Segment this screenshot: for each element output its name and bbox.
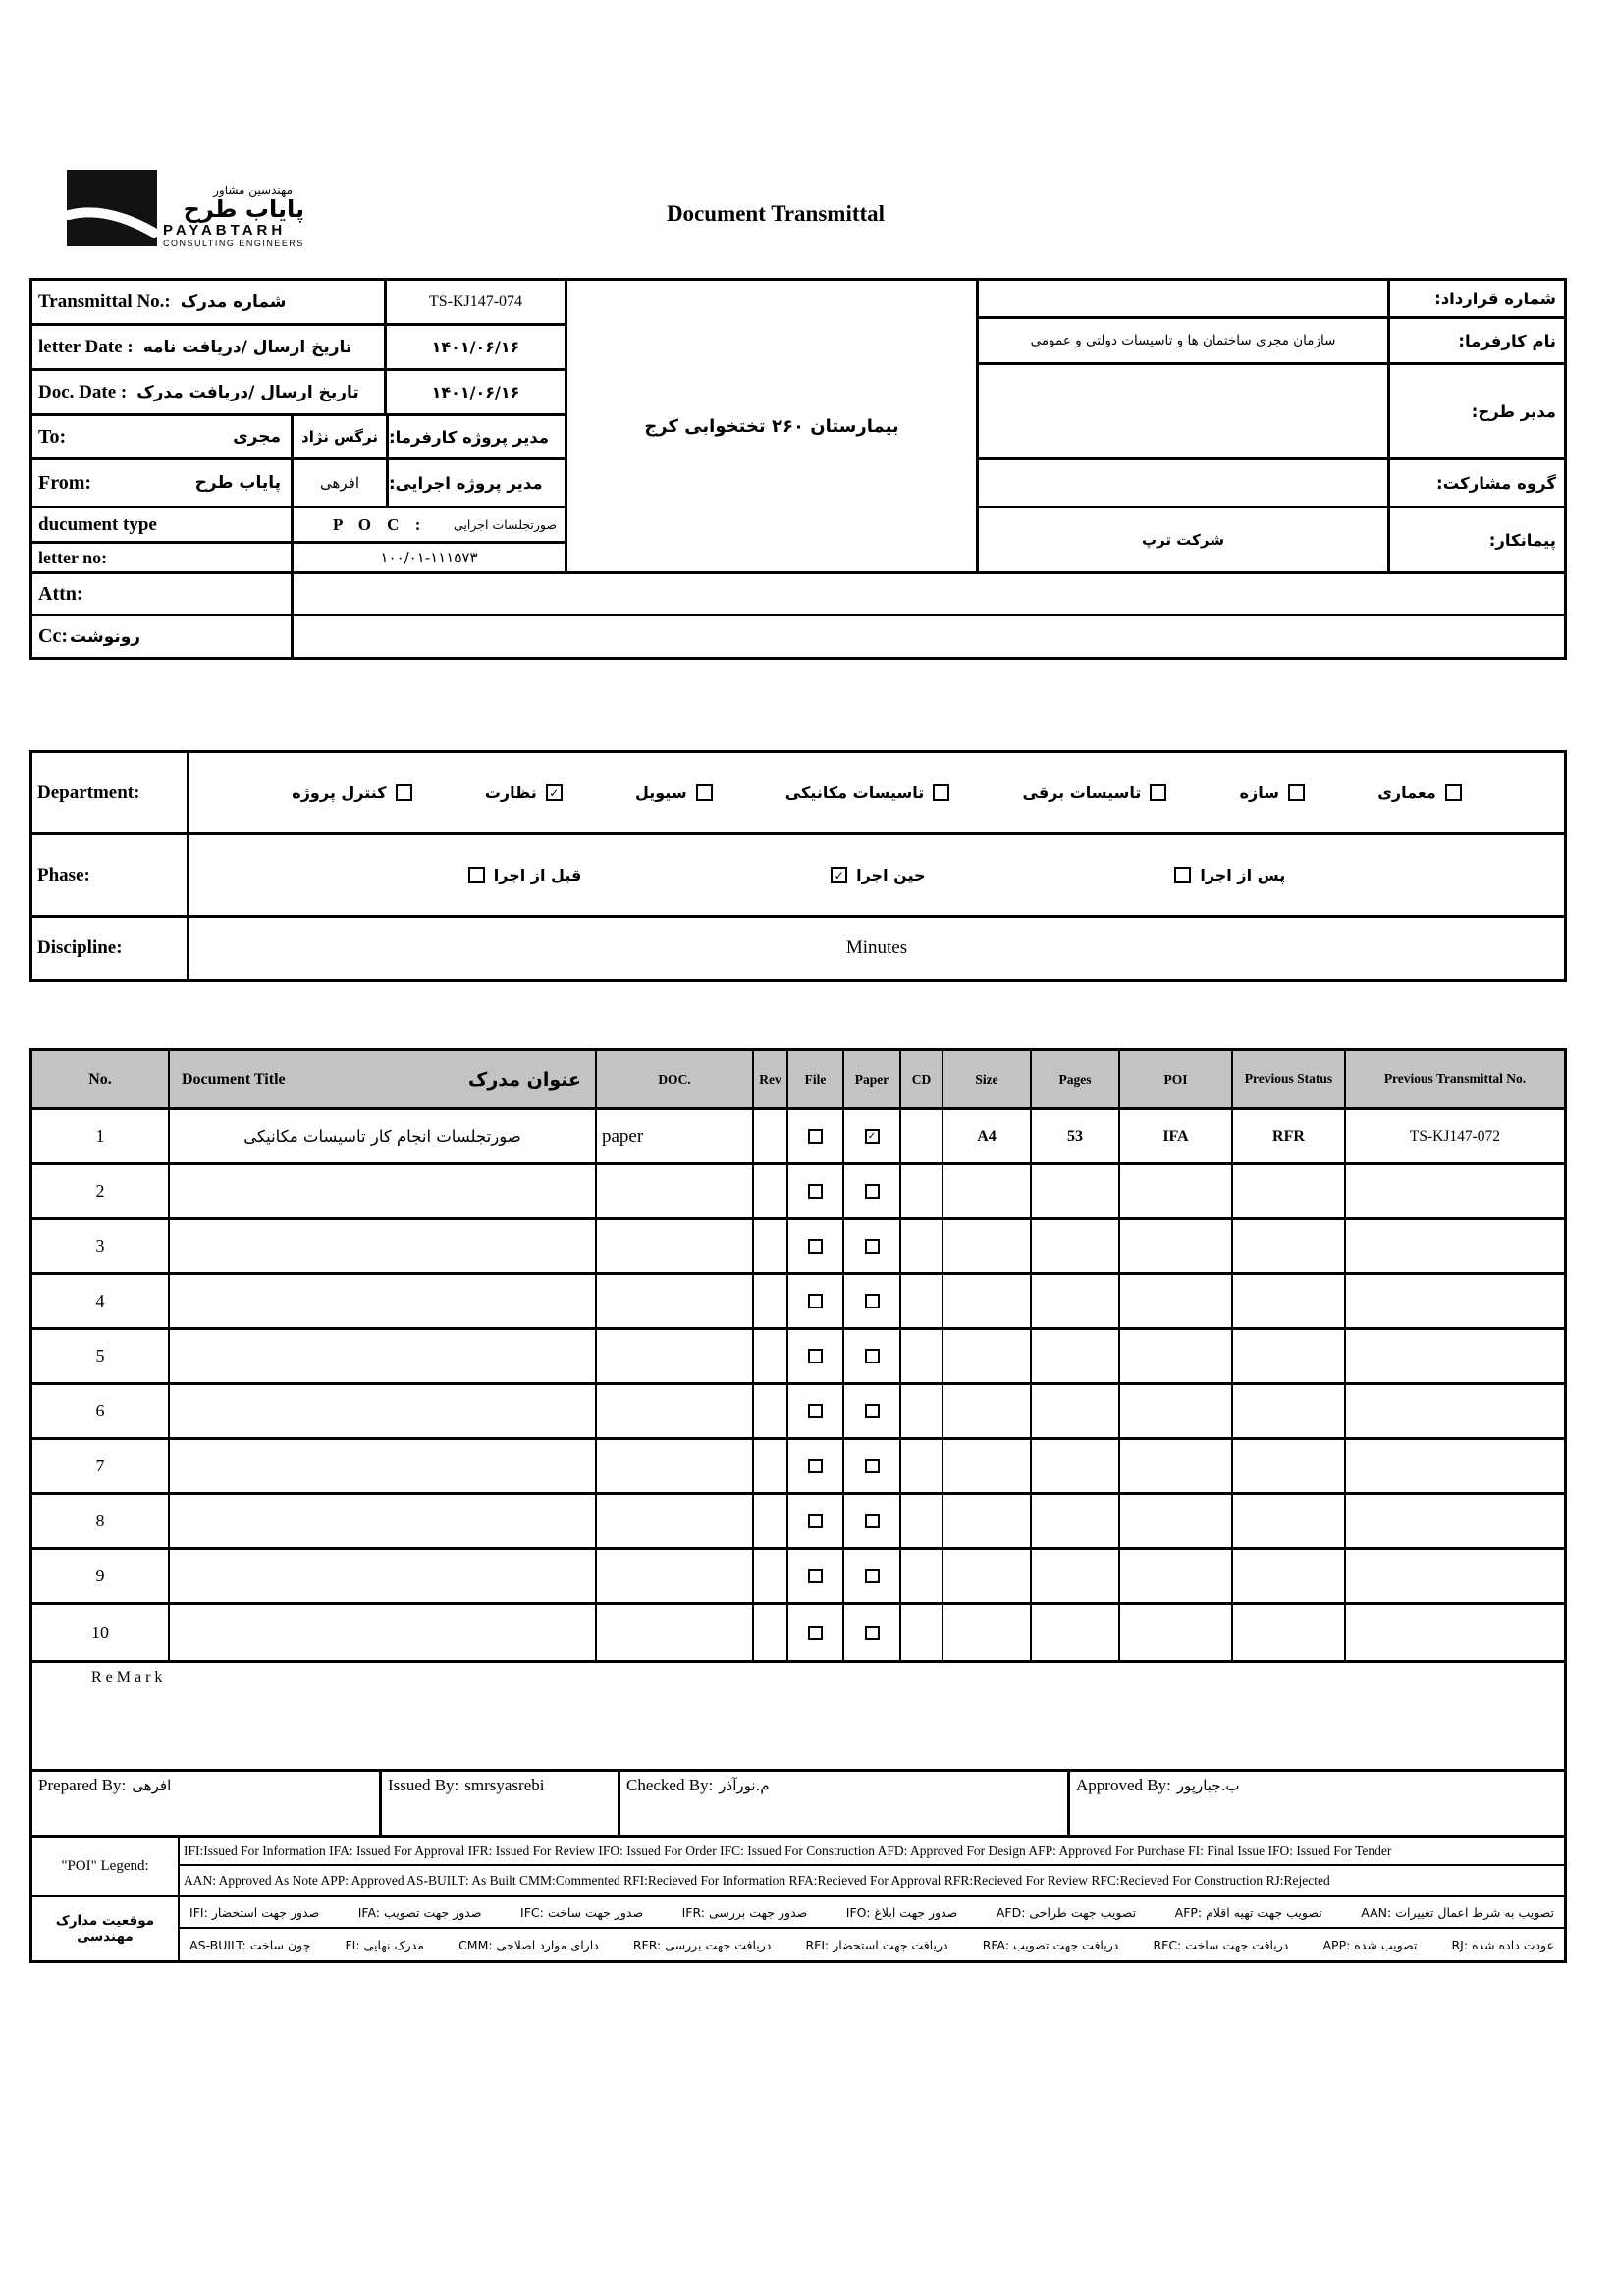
cd-cell [901, 1385, 943, 1437]
phase-option [1174, 866, 1285, 884]
table-row [32, 1330, 1564, 1385]
file-checkbox[interactable] [808, 1626, 823, 1640]
doc-type-cell [597, 1605, 754, 1660]
transmittal-info-table [29, 278, 1567, 660]
department-option [1377, 783, 1462, 802]
paper-cell [844, 1550, 901, 1602]
poi-legend-line2: AAN: Approved As Note APP: Approved AS-BUILT: As Built CMM:Commented RFI:Recieved For Information RFA:Recieved For Approval RFR:Recieved For Review RFC:Recieved For Construction RJ:Rejected [184, 1872, 1330, 1888]
department-table [29, 750, 1567, 982]
paper-cell [844, 1330, 901, 1382]
document-title-cell [170, 1330, 597, 1382]
previous-status-cell [1233, 1275, 1346, 1327]
client-name-value: سازمان مجری ساختمان ها و تاسیسات دولتی و عمومی [1030, 333, 1336, 348]
rev-cell [754, 1605, 788, 1660]
previous-status-cell [1233, 1495, 1346, 1547]
phase-option-label: قبل از اجرا [493, 866, 582, 884]
doc-date-value: ۱۴۰۱/۰۶/۱۶ [431, 383, 520, 401]
page-title: Document Transmittal [666, 201, 886, 226]
checked-by-value: م.نورآذر [719, 1777, 770, 1794]
project-name: بیمارستان ۲۶۰ تختخوابی کرج [644, 415, 899, 437]
row-number: 3 [32, 1220, 170, 1272]
cc-label-en: Cc: [38, 625, 68, 647]
to-person-name: نرگس نژاد [294, 416, 389, 457]
poi-legend [29, 1838, 1567, 1963]
department-option-label: تاسیسات برقی [1022, 783, 1142, 802]
table-row [32, 1275, 1564, 1330]
rev-cell [754, 1275, 788, 1327]
file-checkbox[interactable] [808, 1239, 823, 1254]
department-option-checkbox[interactable] [1445, 784, 1462, 801]
cd-cell [901, 1605, 943, 1660]
brand-subtitle: CONSULTING ENGINEERS [163, 239, 304, 249]
file-cell [788, 1385, 844, 1437]
checked-by-label: Checked By: [626, 1776, 714, 1794]
fa-legend-line2 [180, 1929, 1564, 1960]
legend-entry: AFD: تصویب جهت طراحی [996, 1904, 1137, 1920]
document-title-cell [170, 1165, 597, 1217]
doc-type-cell [597, 1275, 754, 1327]
attn-label-text: Attn: [38, 582, 83, 605]
transmittal-no-value: TS-KJ147-074 [428, 293, 523, 310]
document-title-cell [170, 1220, 597, 1272]
department-option-checkbox[interactable] [1288, 784, 1305, 801]
paper-cell [844, 1165, 901, 1217]
row-number: 2 [32, 1165, 170, 1217]
pages-cell [1032, 1550, 1120, 1602]
department-option-label: نظارت [484, 783, 537, 802]
documents-table-body [32, 1110, 1564, 1660]
checked-by-cell [620, 1772, 1070, 1835]
department-option [785, 783, 949, 802]
doc-type-cell [597, 1220, 754, 1272]
letter-no-label [32, 544, 294, 571]
paper-checkbox[interactable] [865, 1626, 880, 1640]
table-row [32, 1165, 1564, 1220]
partnership-group-value [979, 460, 1387, 506]
attn-label [32, 574, 294, 614]
phase-option [468, 866, 582, 884]
contractor-label: پیمانکار: [1387, 508, 1564, 571]
previous-transmittal-cell [1346, 1275, 1564, 1327]
row-number: 9 [32, 1550, 170, 1602]
doc-type-cell [597, 1385, 754, 1437]
col-header-paper: Paper [844, 1051, 901, 1107]
legend-entry: IFO: صدور جهت ابلاغ [845, 1904, 958, 1920]
phase-option [831, 866, 925, 884]
phase-option-checkbox[interactable] [1174, 867, 1191, 883]
department-option [292, 783, 411, 802]
previous-transmittal-cell [1346, 1495, 1564, 1547]
rev-cell [754, 1495, 788, 1547]
legend-entry: AS-BUILT: چون ساخت [189, 1937, 311, 1952]
size-cell [943, 1385, 1032, 1437]
document-title-cell [170, 1440, 597, 1492]
legend-entry: RFI: دریافت جهت استحضار [805, 1937, 948, 1952]
cd-cell [901, 1495, 943, 1547]
brand-tagline: مهندسین مشاور [213, 184, 293, 197]
from-person-name: افرهی [294, 460, 389, 506]
letter-no-label-text: letter no: [38, 547, 108, 567]
size-cell [943, 1550, 1032, 1602]
document-type-code: P O C : [333, 514, 427, 534]
col-header-rev: Rev [754, 1051, 788, 1107]
table-row [32, 1110, 1564, 1165]
legend-entry: AAN: تصویب به شرط اعمال تغییرات [1361, 1904, 1554, 1920]
to-role-label: مدیر پروژه کارفرما: [389, 427, 550, 447]
brand-name-fa: پایاب طرح [183, 195, 304, 223]
fa-legend-label: موقعیت مدارک مهندسی [32, 1897, 180, 1960]
document-title-cell [170, 1385, 597, 1437]
approved-by-value: ب.جبارپور [1176, 1777, 1240, 1794]
row-number: 6 [32, 1385, 170, 1437]
phase-options [189, 835, 1564, 915]
department-option [1240, 783, 1305, 802]
paper-checkbox[interactable] [865, 1294, 880, 1308]
rev-cell [754, 1220, 788, 1272]
table-row [32, 1495, 1564, 1550]
remark-label: ReMark [91, 1669, 167, 1685]
cc-label [32, 616, 294, 657]
letter-date-value: ۱۴۰۱/۰۶/۱۶ [431, 338, 520, 356]
table-row [32, 1605, 1564, 1660]
size-cell [943, 1495, 1032, 1547]
size-cell [943, 1220, 1032, 1272]
previous-status-cell [1233, 1550, 1346, 1602]
previous-transmittal-cell [1346, 1385, 1564, 1437]
poi-cell [1120, 1220, 1233, 1272]
pages-cell: 53 [1032, 1110, 1120, 1162]
remark-area[interactable] [29, 1663, 1567, 1772]
fa-legend-line1 [180, 1897, 1564, 1929]
from-role-label: مدیر پروژه اجرایی: [389, 473, 543, 493]
letter-no-value: ۱۰۰/۰۱-۱۱۱۵۷۳ [380, 549, 478, 566]
to-cell [32, 416, 294, 457]
file-checkbox[interactable] [808, 1569, 823, 1583]
paper-checkbox[interactable] [865, 1514, 880, 1528]
poi-cell [1120, 1385, 1233, 1437]
cd-cell [901, 1110, 943, 1162]
previous-status-cell [1233, 1330, 1346, 1382]
department-option [1023, 783, 1167, 802]
pages-cell [1032, 1495, 1120, 1547]
file-cell [788, 1110, 844, 1162]
paper-checkbox[interactable] [865, 1459, 880, 1473]
col-header-no: No. [32, 1051, 170, 1107]
legend-entry: FI: مدرک نهایی [345, 1937, 424, 1952]
legend-entry: IFA: صدور جهت تصویب [357, 1904, 482, 1920]
approved-by-label: Approved By: [1076, 1776, 1171, 1794]
doc-date-label-fa: تاریخ ارسال /دریافت مدرک [136, 382, 359, 402]
size-cell [943, 1275, 1032, 1327]
file-cell [788, 1275, 844, 1327]
size-cell [943, 1440, 1032, 1492]
pages-cell [1032, 1385, 1120, 1437]
row-number: 8 [32, 1495, 170, 1547]
previous-status-cell [1233, 1220, 1346, 1272]
letter-date-label-en: letter Date : [38, 336, 134, 357]
table-row [32, 1550, 1564, 1605]
partnership-group-label: گروه مشارکت: [1387, 460, 1564, 506]
previous-transmittal-cell [1346, 1330, 1564, 1382]
pages-cell [1032, 1440, 1120, 1492]
document-type-label [32, 508, 294, 541]
department-option-checkbox[interactable] [933, 784, 949, 801]
brand-name-en: PAYABTARH [163, 222, 287, 240]
col-header-previous-status: Previous Status [1233, 1051, 1346, 1107]
department-option-checkbox[interactable] [696, 784, 713, 801]
previous-transmittal-cell [1346, 1165, 1564, 1217]
pages-cell [1032, 1605, 1120, 1660]
pages-cell [1032, 1220, 1120, 1272]
poi-cell: IFA [1120, 1110, 1233, 1162]
paper-cell [844, 1495, 901, 1547]
previous-transmittal-cell [1346, 1440, 1564, 1492]
legend-entry: IFR: صدور جهت بررسی [681, 1904, 808, 1920]
from-value: پایاب طرح [194, 473, 281, 493]
paper-cell [844, 1110, 901, 1162]
document-type-fa: صورتجلسات اجرایی [454, 517, 557, 532]
row-number: 1 [32, 1110, 170, 1162]
col-header-doc: DOC. [597, 1051, 754, 1107]
issued-by-value: smrsyasrebi [464, 1776, 545, 1794]
paper-checkbox[interactable] [865, 1184, 880, 1199]
paper-cell [844, 1605, 901, 1660]
department-option-checkbox[interactable] [396, 784, 412, 801]
previous-transmittal-cell [1346, 1605, 1564, 1660]
department-option-label: تاسیسات مکانیکی [784, 783, 925, 802]
paper-checkbox[interactable] [865, 1404, 880, 1418]
rev-cell [754, 1110, 788, 1162]
phase-label: Phase: [32, 835, 189, 915]
document-title-cell: صورتجلسات انجام کار تاسیسات مکانیکی [170, 1110, 597, 1162]
size-cell [943, 1605, 1032, 1660]
cd-cell [901, 1165, 943, 1217]
col-header-title [170, 1051, 597, 1107]
doc-type-cell [597, 1495, 754, 1547]
paper-cell [844, 1440, 901, 1492]
document-title-cell [170, 1275, 597, 1327]
department-label: Department: [32, 753, 189, 832]
file-checkbox[interactable] [808, 1129, 823, 1144]
legend-entry: RFA: دریافت جهت تصویب [982, 1937, 1119, 1952]
pages-cell [1032, 1165, 1120, 1217]
contract-no-label: شماره قرارداد: [1387, 281, 1564, 316]
table-row [32, 1220, 1564, 1275]
col-header-cd: CD [901, 1051, 943, 1107]
to-value: مجری [233, 427, 281, 447]
letter-date-label-fa: تاریخ ارسال /دریافت نامه [142, 337, 352, 357]
file-cell [788, 1330, 844, 1382]
transmittal-no-label-fa: شماره مدرک [180, 292, 287, 312]
discipline-label: Discipline: [32, 918, 189, 979]
legend-entry: CMM: دارای موارد اصلاحی [458, 1937, 599, 1952]
row-number: 7 [32, 1440, 170, 1492]
file-cell [788, 1220, 844, 1272]
poi-cell [1120, 1330, 1233, 1382]
to-label: To: [38, 425, 67, 448]
poi-cell [1120, 1550, 1233, 1602]
file-checkbox[interactable] [808, 1404, 823, 1418]
department-option-label: سیویل [634, 783, 687, 802]
paper-cell [844, 1275, 901, 1327]
previous-status-cell [1233, 1385, 1346, 1437]
document-title-cell [170, 1550, 597, 1602]
department-options [189, 753, 1564, 832]
previous-transmittal-cell [1346, 1550, 1564, 1602]
prepared-by-cell [32, 1772, 382, 1835]
previous-status-cell [1233, 1440, 1346, 1492]
cc-value[interactable] [294, 616, 1564, 657]
previous-transmittal-cell [1346, 1220, 1564, 1272]
poi-legend-line1: IFI:Issued For Information IFA: Issued For Approval IFR: Issued For Review IFO: Issued For Order IFC: Issued For Construction AFD: Approved For Design AFP: Approved For Purchase FI: Final Issue IFO: Issued For Tender [180, 1838, 1564, 1866]
transmittal-no-label [32, 281, 387, 323]
from-cell [32, 460, 294, 506]
row-number: 5 [32, 1330, 170, 1382]
signatures-row [29, 1772, 1567, 1838]
cd-cell [901, 1330, 943, 1382]
poi-legend-label: "POI" Legend: [32, 1838, 180, 1895]
contractor-value: شرکت ترپ [1142, 531, 1224, 549]
file-checkbox[interactable] [808, 1184, 823, 1199]
department-option [485, 783, 563, 802]
legend-entry: RJ: عودت داده شده [1451, 1937, 1554, 1952]
doc-date-label-en: Doc. Date : [38, 381, 128, 402]
table-row [32, 1385, 1564, 1440]
doc-type-cell [597, 1165, 754, 1217]
row-number: 4 [32, 1275, 170, 1327]
issued-by-label: Issued By: [388, 1776, 459, 1794]
phase-option-checkbox[interactable]: ✓ [831, 867, 847, 883]
file-checkbox[interactable] [808, 1514, 823, 1528]
document-title-cell [170, 1495, 597, 1547]
doc-date-label [32, 371, 387, 413]
design-manager-label: مدیر طرح: [1387, 365, 1564, 457]
department-option-label: کنترل پروژه [292, 783, 387, 802]
department-option-checkbox[interactable]: ✓ [546, 784, 563, 801]
documents-table-header [32, 1051, 1564, 1110]
row-number: 10 [32, 1605, 170, 1660]
contract-no-value [979, 281, 1387, 316]
rev-cell [754, 1330, 788, 1382]
department-option-checkbox[interactable] [1150, 784, 1166, 801]
doc-type-cell [597, 1330, 754, 1382]
previous-status-cell: RFR [1233, 1110, 1346, 1162]
prepared-by-label: Prepared By: [38, 1776, 127, 1794]
col-header-title-en: Document Title [182, 1070, 286, 1088]
approved-by-cell [1070, 1772, 1564, 1835]
department-option-label: سازه [1239, 783, 1279, 802]
size-cell [943, 1165, 1032, 1217]
attn-value[interactable] [294, 574, 1564, 614]
phase-option-label: حین اجرا [856, 866, 926, 884]
prepared-by-value: افرهی [132, 1777, 172, 1794]
rev-cell [754, 1385, 788, 1437]
pages-cell [1032, 1275, 1120, 1327]
issued-by-cell [382, 1772, 620, 1835]
file-checkbox[interactable] [808, 1294, 823, 1308]
legend-entry: IFC: صدور جهت ساخت [520, 1904, 644, 1920]
cd-cell [901, 1550, 943, 1602]
department-option-label: معماری [1377, 783, 1436, 802]
poi-cell [1120, 1605, 1233, 1660]
cc-label-fa: رونوشت [69, 626, 141, 647]
col-header-pages: Pages [1032, 1051, 1120, 1107]
table-row [32, 1440, 1564, 1495]
client-name-label: نام کارفرما: [1387, 319, 1564, 362]
legend-entry: RFR: دریافت جهت بررسی [632, 1937, 772, 1952]
file-cell [788, 1550, 844, 1602]
col-header-size: Size [943, 1051, 1032, 1107]
transmittal-no-label-en: Transmittal No.: [38, 291, 171, 312]
doc-type-cell: paper [597, 1110, 754, 1162]
doc-type-cell [597, 1440, 754, 1492]
size-cell [943, 1330, 1032, 1382]
paper-checkbox[interactable] [865, 1239, 880, 1254]
discipline-value: Minutes [845, 937, 908, 958]
previous-status-cell [1233, 1165, 1346, 1217]
cd-cell [901, 1220, 943, 1272]
paper-cell [844, 1220, 901, 1272]
document-type-label-text: ducument type [38, 513, 157, 535]
file-cell [788, 1165, 844, 1217]
doc-type-cell [597, 1550, 754, 1602]
poi-cell [1120, 1440, 1233, 1492]
previous-status-cell [1233, 1605, 1346, 1660]
col-header-file: File [788, 1051, 844, 1107]
department-option [635, 783, 713, 802]
poi-cell [1120, 1275, 1233, 1327]
paper-checkbox[interactable]: ✓ [865, 1129, 880, 1144]
paper-checkbox[interactable] [865, 1569, 880, 1583]
col-header-poi: POI [1120, 1051, 1233, 1107]
legend-entry: RFC: دریافت جهت ساخت [1153, 1937, 1289, 1952]
paper-cell [844, 1385, 901, 1437]
file-cell [788, 1605, 844, 1660]
document-type-value [294, 508, 565, 541]
cd-cell [901, 1275, 943, 1327]
phase-option-checkbox[interactable] [468, 867, 485, 883]
file-checkbox[interactable] [808, 1459, 823, 1473]
col-header-previous-transmittal: Previous Transmittal No. [1383, 1071, 1527, 1087]
legend-entry: IFI: صدور جهت استحضار [189, 1904, 320, 1920]
phase-option-label: پس از اجرا [1200, 866, 1286, 884]
size-cell: A4 [943, 1110, 1032, 1162]
letter-date-label [32, 326, 387, 368]
col-header-title-fa: عنوان مدرک [467, 1068, 581, 1091]
file-cell [788, 1495, 844, 1547]
from-label: From: [38, 471, 92, 494]
rev-cell [754, 1440, 788, 1492]
rev-cell [754, 1550, 788, 1602]
design-manager-value [979, 365, 1387, 457]
document-title-cell [170, 1605, 597, 1660]
file-cell [788, 1440, 844, 1492]
paper-checkbox[interactable] [865, 1349, 880, 1363]
documents-table [29, 1048, 1567, 1663]
poi-cell [1120, 1495, 1233, 1547]
pages-cell [1032, 1330, 1120, 1382]
legend-entry: AFP: تصویب جهت تهیه اقلام [1174, 1904, 1322, 1920]
file-checkbox[interactable] [808, 1349, 823, 1363]
rev-cell [754, 1165, 788, 1217]
legend-entry: APP: تصویب شده [1322, 1937, 1418, 1952]
poi-cell [1120, 1165, 1233, 1217]
cd-cell [901, 1440, 943, 1492]
previous-transmittal-cell: TS-KJ147-072 [1409, 1127, 1501, 1145]
project-name-cell [567, 281, 979, 571]
